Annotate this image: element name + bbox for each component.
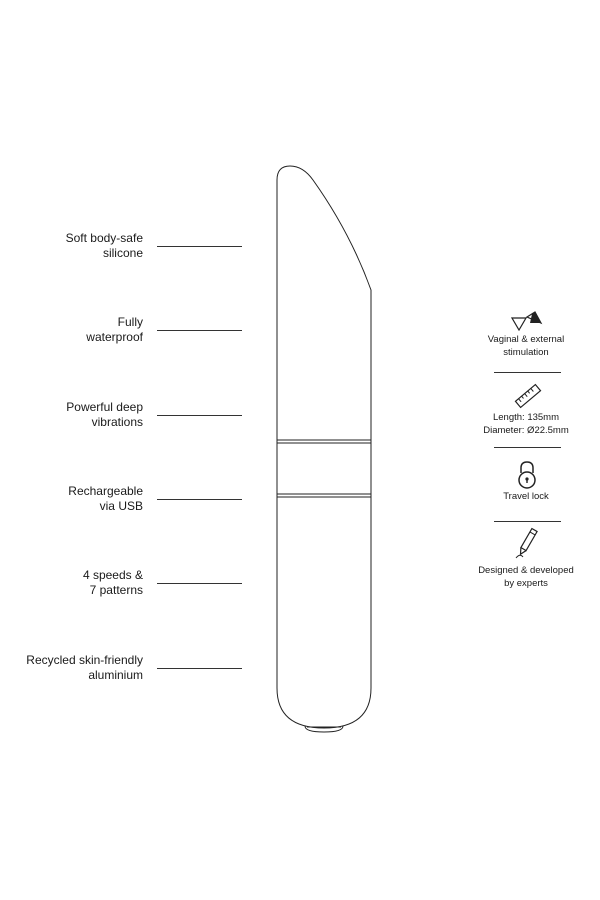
spec-label-travel-lock: Travel lock	[503, 491, 549, 502]
leader-line-rechargeable	[157, 499, 242, 500]
leader-line-vibrations	[157, 415, 242, 416]
feature-label-speeds: 4 speeds & 7 patterns	[82, 568, 143, 597]
spec-divider-3	[494, 521, 561, 522]
leader-line-aluminium	[157, 668, 242, 669]
product-body	[277, 166, 371, 728]
pen-icon	[514, 526, 540, 560]
spec-label-dimensions: Length: 135mm Diameter: Ø22.5mm	[483, 412, 569, 436]
feature-label-waterproof: Fully waterproof	[86, 315, 143, 344]
leader-line-speeds	[157, 583, 242, 584]
feature-label-aluminium: Recycled skin-friendly aluminium	[26, 653, 143, 682]
feature-label-rechargeable: Rechargeable via USB	[68, 484, 143, 513]
spec-divider-2	[494, 447, 561, 448]
feature-label-silicone: Soft body-safe silicone	[65, 231, 143, 260]
ruler-icon	[514, 383, 542, 409]
feature-label-vibrations: Powerful deep vibrations	[66, 400, 143, 429]
leader-line-silicone	[157, 246, 242, 247]
leader-line-waterproof	[157, 330, 242, 331]
padlock-icon	[516, 461, 538, 489]
spec-divider-1	[494, 372, 561, 373]
spec-label-stimulation: Vaginal & external stimulation	[487, 334, 565, 358]
spec-label-designed: Designed & developed by experts	[478, 565, 574, 589]
triangles-icon	[511, 311, 543, 331]
